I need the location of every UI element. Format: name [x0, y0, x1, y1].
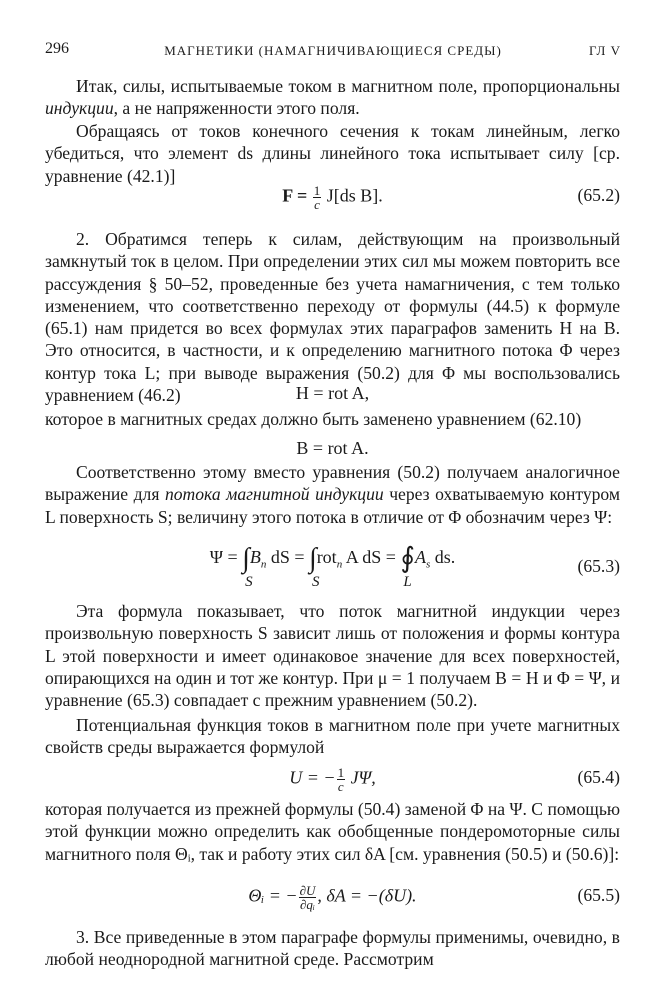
integral-sign-surface-1: ∫ S — [242, 543, 253, 590]
paragraph-closed-current — [45, 228, 620, 406]
page-number: 296 — [45, 40, 69, 57]
equation-number: (65.3) — [577, 556, 620, 576]
integral-3-domain: L — [403, 574, 412, 590]
equation-h-formula: H = rot A, — [295, 383, 370, 403]
paragraph-magnetic-media — [45, 408, 620, 430]
eq-65-2-num: 1 — [313, 183, 321, 198]
equation-number: (65.4) — [577, 767, 620, 787]
eq-65-3-rot: rot — [316, 547, 337, 568]
paragraph-flux-induction — [45, 461, 620, 528]
eq-65-3-bn-sub: n — [260, 558, 267, 571]
para9-text: 3. Все приведенные в этом параграфе формулы применимы, очевидно, в любой неоднородной магнитной среде. Рассмотрим — [45, 927, 620, 970]
eq-65-2-den: c — [314, 197, 320, 212]
eq-65-5-num: ∂U — [299, 883, 316, 898]
para2-text: Обращаясь от токов конечного сечения к токам линейным, легко убедиться, что элемент ds длины линейного тока испытывает силу [ср. уравнение (42.1)] — [45, 121, 620, 186]
para6-text: Эта формула показывает, что поток магнитной индукции через произвольную поверхность S зависит лишь от положения и формы контура L этой поверхности и имеет одинаковое значение для всех поверхностей, опирающихся на один и тот же контур. При μ = 1 получаем B = H и Φ = Ψ, и уравнение (65.3) совпадает с прежним уравнением (50.2). — [45, 601, 620, 711]
eq-65-5-den: ∂qᵢ — [299, 897, 315, 912]
para5-text-a: Соответственно этому вместо уравнения (50.2) получаем аналогичное выражение для — [45, 462, 620, 505]
para4-text: которое в магнитных средах должно быть заменено уравнением (62.10) — [45, 409, 582, 429]
paragraph-potential-function — [45, 714, 620, 759]
paragraph-linear-current — [45, 120, 620, 187]
eq-65-2-rhs: J[ds B]. — [322, 185, 383, 206]
equation-number: (65.5) — [577, 885, 620, 905]
para3-text: 2. Обратимся теперь к силам, действующим на произвольный замкнутый ток в целом. При определении этих сил мы можем повторить все рассуждения § 50–52, проведенные без учета намагничения, с тем только изменением, что соответственно переходу от формулы (44.5) к формуле (65.1) нам придется во всех формулах этих параграфов заменить H на B. Это относится, в частности, и к определению магнитного потока Φ через контур тока L; при выводе выражения (50.2) для Φ мы воспользовались уравнением (46.2) — [45, 229, 620, 406]
equation-65-2-formula — [45, 184, 620, 211]
eq-65-3-bn: B — [249, 547, 261, 568]
equation-h-rot-a — [45, 382, 620, 406]
eq-65-4-fraction — [337, 766, 346, 793]
eq-65-2-lhs: F = — [282, 185, 312, 206]
equation-number: (65.2) — [577, 185, 620, 205]
eq-65-5-rhs: , δA = −(δU). — [317, 885, 417, 906]
para1-emphasis: индукции — [45, 98, 114, 119]
equation-65-4 — [45, 764, 620, 794]
eq-65-5-fraction — [299, 884, 317, 911]
equation-65-5 — [45, 882, 620, 912]
equation-65-3-formula — [45, 543, 620, 590]
eq-65-4-num: 1 — [337, 765, 345, 780]
integral-2-domain: S — [312, 574, 320, 590]
para8-text: которая получается из прежней формулы (50.4) заменой Φ на Ψ. С помощью этой функции можно определить как обобщенные пондеромоторные силы магнитного поля Θᵢ, так и работу этих сил δA [см. уравнения (50.5) и (50.6)]: — [45, 799, 620, 864]
para1-text-a: Итак, силы, испытываемые током в магнитном поле, пропорциональны — [76, 76, 620, 96]
equation-65-4-formula — [45, 766, 620, 793]
para1-text-b: , а не напряженности этого поля. — [113, 98, 360, 119]
eq-65-3-psi: Ψ = — [209, 547, 243, 568]
eq-65-3-as: A — [414, 547, 426, 568]
para5-text-b: через охватываемую контуром L поверхность S; величину этого потока в отличие от Φ обозначим через Ψ: — [45, 484, 621, 527]
eq-65-2-fraction — [313, 184, 322, 211]
contour-integral-sign: ∮ L — [400, 543, 415, 590]
para7-text: Потенциальная функция токов в магнитном поле при учете магнитных свойств среды выражается формулой — [45, 715, 620, 758]
chapter-label: ГЛ V — [589, 43, 621, 58]
eq-65-5-lhs: Θᵢ = − — [248, 885, 298, 906]
running-title: МАГНЕТИКИ (НАМАГНИЧИВАЮЩИЕСЯ СРЕДЫ) — [164, 43, 502, 58]
equation-65-3 — [45, 545, 620, 595]
integral-sign-surface-2: ∫ S — [309, 543, 320, 590]
eq-65-3-ds1: dS = — [266, 547, 310, 568]
paragraph-forces-induction — [45, 75, 620, 120]
paragraph-ponderomotive-forces — [45, 798, 620, 865]
equation-b-rot-a — [45, 437, 620, 461]
eq-65-4-rhs: JΨ, — [346, 767, 376, 788]
eq-65-3-ds2: ds. — [430, 547, 456, 568]
eq-65-3-rot-sub: n — [336, 558, 343, 571]
running-header — [45, 38, 621, 60]
eq-65-3-ads: A dS = — [342, 547, 401, 568]
eq-65-4-lhs: U = − — [289, 767, 336, 788]
paragraph-flux-properties — [45, 600, 620, 711]
integral-1-domain: S — [245, 574, 253, 590]
equation-65-2 — [45, 182, 620, 212]
equation-b-formula: B = rot A. — [296, 438, 369, 458]
paragraph-inhomogeneous-media — [45, 926, 620, 971]
eq-65-4-den: c — [337, 779, 344, 794]
eq-65-3-as-sub: s — [425, 558, 431, 571]
equation-65-5-formula — [45, 884, 620, 911]
para5-emphasis: потока магнитной индукции — [164, 484, 384, 505]
